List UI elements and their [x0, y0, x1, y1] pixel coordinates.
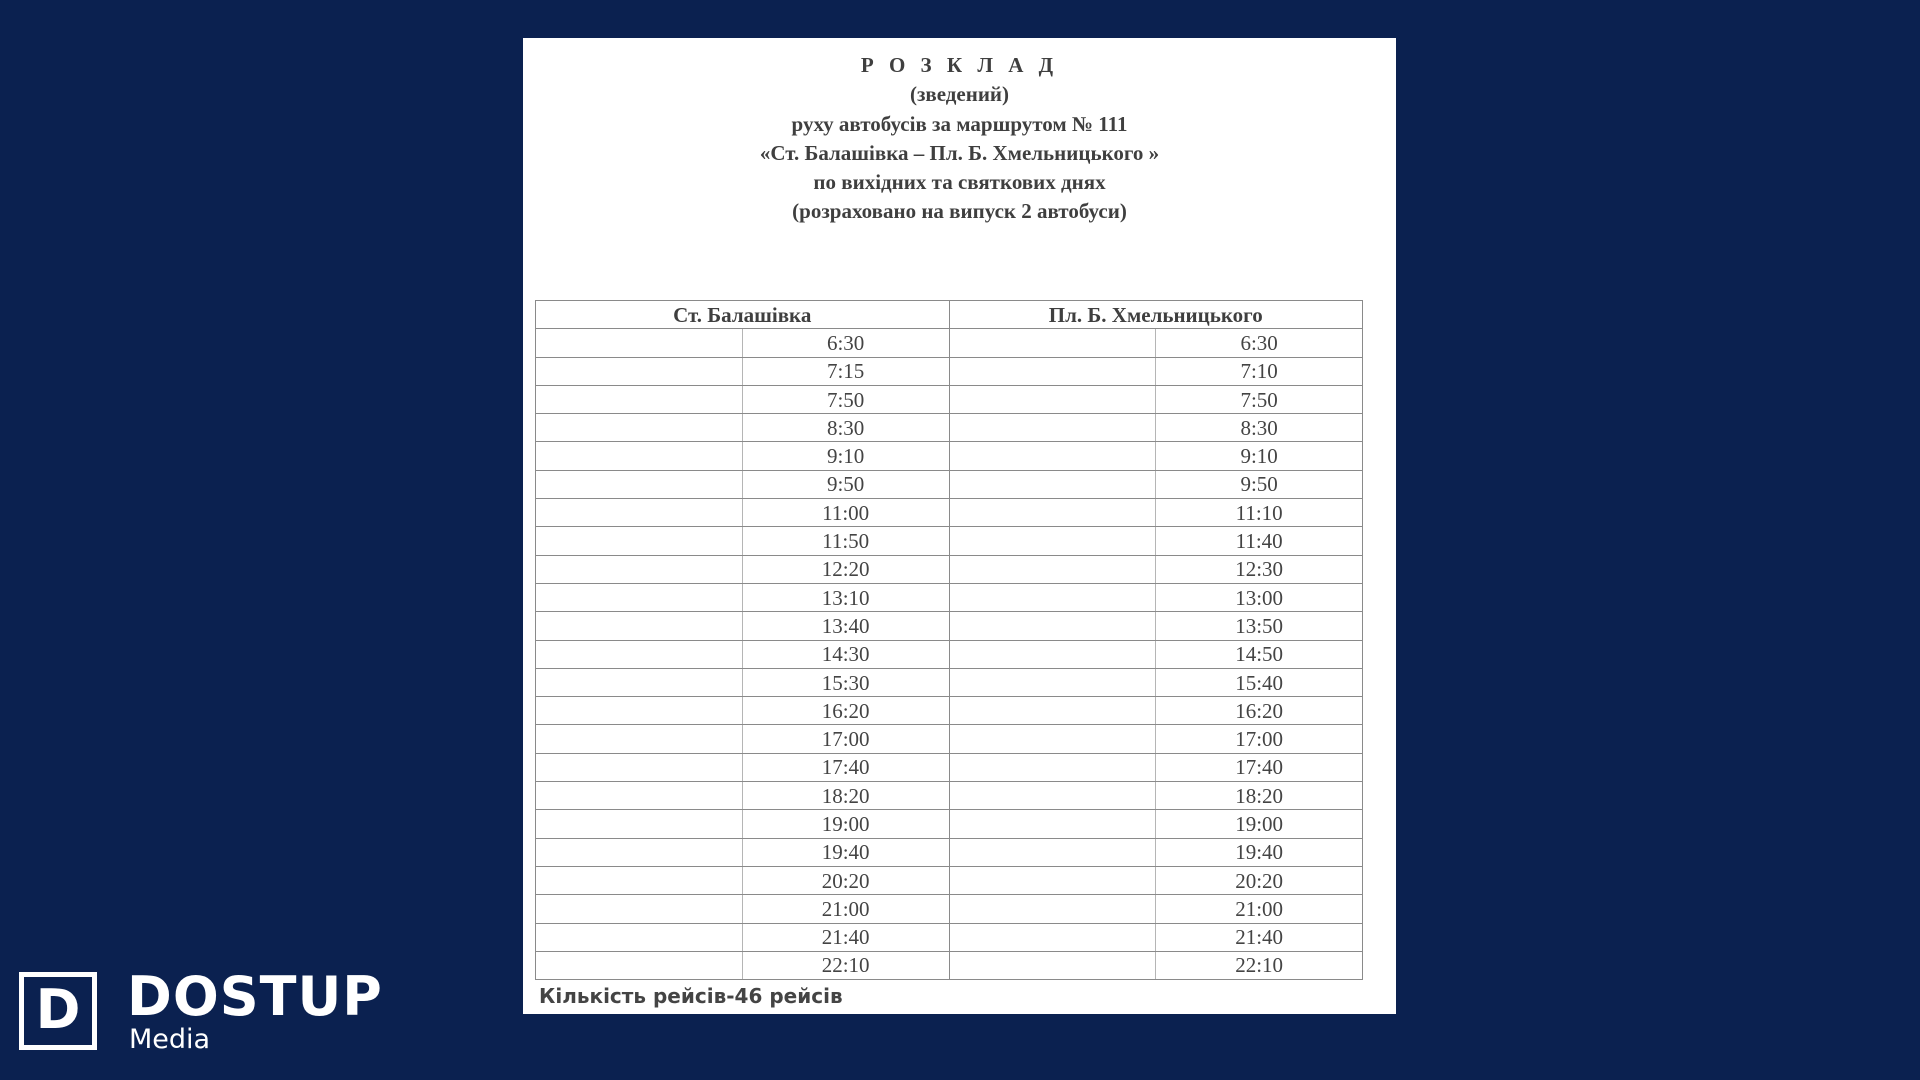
- table-row: [536, 555, 1363, 583]
- departure-time-khmelnytskoho: 8:30: [1156, 414, 1363, 442]
- empty-cell: [949, 951, 1156, 979]
- departure-time-khmelnytskoho: 11:10: [1156, 499, 1363, 527]
- departure-time-balashivka: 17:00: [742, 725, 949, 753]
- schedule-table: [535, 300, 1363, 980]
- empty-cell: [536, 527, 743, 555]
- table-row: [536, 810, 1363, 838]
- departure-time-khmelnytskoho: 9:10: [1156, 442, 1363, 470]
- departure-time-balashivka: 18:20: [742, 782, 949, 810]
- empty-cell: [949, 612, 1156, 640]
- empty-cell: [949, 923, 1156, 951]
- departure-time-balashivka: 19:00: [742, 810, 949, 838]
- departure-time-khmelnytskoho: 6:30: [1156, 329, 1363, 357]
- logo-letter-box: D: [19, 972, 97, 1050]
- departure-time-khmelnytskoho: 12:30: [1156, 555, 1363, 583]
- departure-time-balashivka: 16:20: [742, 697, 949, 725]
- departure-time-khmelnytskoho: 15:40: [1156, 668, 1363, 696]
- empty-cell: [536, 866, 743, 894]
- departure-time-balashivka: 7:50: [742, 385, 949, 413]
- departure-time-balashivka: 14:30: [742, 640, 949, 668]
- heading-line-3: руху автобусів за маршрутом № 111: [791, 111, 1128, 136]
- heading-line-5: по вихідних та святкових днях: [813, 170, 1106, 195]
- departure-time-khmelnytskoho: 19:40: [1156, 838, 1363, 866]
- table-row: [536, 951, 1363, 979]
- empty-cell: [949, 470, 1156, 498]
- column-header-balashivka: Ст. Балашівка: [536, 301, 950, 329]
- column-header-khmelnytskoho: Пл. Б. Хмельницького: [949, 301, 1363, 329]
- empty-cell: [949, 527, 1156, 555]
- table-row: [536, 385, 1363, 413]
- departure-time-balashivka: 12:20: [742, 555, 949, 583]
- empty-cell: [536, 414, 743, 442]
- logo-subtitle: Media: [129, 1024, 211, 1055]
- empty-cell: [536, 725, 743, 753]
- empty-cell: [949, 668, 1156, 696]
- empty-cell: [536, 951, 743, 979]
- departure-time-khmelnytskoho: 18:20: [1156, 782, 1363, 810]
- departure-time-khmelnytskoho: 16:20: [1156, 697, 1363, 725]
- departure-time-khmelnytskoho: 17:40: [1156, 753, 1363, 781]
- empty-cell: [536, 782, 743, 810]
- empty-cell: [536, 697, 743, 725]
- empty-cell: [536, 612, 743, 640]
- empty-cell: [536, 583, 743, 611]
- empty-cell: [949, 895, 1156, 923]
- table-row: [536, 640, 1363, 668]
- table-row: [536, 329, 1363, 357]
- departure-time-khmelnytskoho: 21:00: [1156, 895, 1363, 923]
- departure-time-balashivka: 17:40: [742, 753, 949, 781]
- empty-cell: [949, 357, 1156, 385]
- departure-time-balashivka: 9:50: [742, 470, 949, 498]
- empty-cell: [536, 470, 743, 498]
- heading-title: Р О З К Л А Д: [860, 53, 1059, 77]
- empty-cell: [949, 385, 1156, 413]
- empty-cell: [949, 414, 1156, 442]
- departure-time-balashivka: 20:20: [742, 866, 949, 894]
- table-row: [536, 499, 1363, 527]
- empty-cell: [536, 357, 743, 385]
- table-header-row: [536, 301, 1363, 329]
- table-row: [536, 923, 1363, 951]
- empty-cell: [949, 442, 1156, 470]
- table-row: [536, 838, 1363, 866]
- departure-time-balashivka: 11:00: [742, 499, 949, 527]
- table-row: [536, 725, 1363, 753]
- empty-cell: [536, 385, 743, 413]
- table-row: [536, 668, 1363, 696]
- empty-cell: [536, 838, 743, 866]
- empty-cell: [536, 810, 743, 838]
- empty-cell: [949, 838, 1156, 866]
- departure-time-khmelnytskoho: 17:00: [1156, 725, 1363, 753]
- departure-time-khmelnytskoho: 7:10: [1156, 357, 1363, 385]
- table-row: [536, 442, 1363, 470]
- empty-cell: [536, 442, 743, 470]
- departure-time-balashivka: 13:10: [742, 583, 949, 611]
- departure-time-khmelnytskoho: 7:50: [1156, 385, 1363, 413]
- empty-cell: [949, 866, 1156, 894]
- schedule-body: [536, 329, 1363, 980]
- empty-cell: [536, 895, 743, 923]
- empty-cell: [949, 329, 1156, 357]
- table-row: [536, 583, 1363, 611]
- table-row: [536, 895, 1363, 923]
- empty-cell: [536, 753, 743, 781]
- departure-time-balashivka: 22:10: [742, 951, 949, 979]
- empty-cell: [949, 499, 1156, 527]
- departure-time-balashivka: 7:15: [742, 357, 949, 385]
- empty-cell: [536, 640, 743, 668]
- table-row: [536, 866, 1363, 894]
- table-row: [536, 470, 1363, 498]
- empty-cell: [949, 753, 1156, 781]
- departure-time-khmelnytskoho: 19:00: [1156, 810, 1363, 838]
- departure-time-khmelnytskoho: 21:40: [1156, 923, 1363, 951]
- table-row: [536, 357, 1363, 385]
- departure-time-balashivka: 21:00: [742, 895, 949, 923]
- empty-cell: [536, 668, 743, 696]
- trip-count-note: Кількість рейсів-46 рейсів: [539, 984, 843, 1008]
- departure-time-balashivka: 6:30: [742, 329, 949, 357]
- departure-time-khmelnytskoho: 13:00: [1156, 583, 1363, 611]
- empty-cell: [536, 555, 743, 583]
- departure-time-khmelnytskoho: 13:50: [1156, 612, 1363, 640]
- empty-cell: [949, 782, 1156, 810]
- departure-time-balashivka: 21:40: [742, 923, 949, 951]
- table-row: [536, 612, 1363, 640]
- departure-time-khmelnytskoho: 20:20: [1156, 866, 1363, 894]
- empty-cell: [536, 923, 743, 951]
- logo-name: DOSTUP: [127, 965, 383, 1028]
- departure-time-balashivka: 11:50: [742, 527, 949, 555]
- departure-time-khmelnytskoho: 11:40: [1156, 527, 1363, 555]
- schedule-document: [523, 38, 1396, 1014]
- schedule-heading: [523, 51, 1396, 227]
- table-row: [536, 527, 1363, 555]
- empty-cell: [949, 725, 1156, 753]
- heading-line-2: (зведений): [909, 82, 1010, 107]
- table-row: [536, 782, 1363, 810]
- departure-time-khmelnytskoho: 14:50: [1156, 640, 1363, 668]
- empty-cell: [949, 810, 1156, 838]
- departure-time-balashivka: 13:40: [742, 612, 949, 640]
- empty-cell: [536, 329, 743, 357]
- empty-cell: [949, 555, 1156, 583]
- departure-time-balashivka: 8:30: [742, 414, 949, 442]
- empty-cell: [536, 499, 743, 527]
- departure-time-khmelnytskoho: 9:50: [1156, 470, 1363, 498]
- departure-time-balashivka: 15:30: [742, 668, 949, 696]
- heading-line-4: «Ст. Балашівка – Пл. Б. Хмельницького »: [759, 140, 1160, 165]
- table-row: [536, 753, 1363, 781]
- table-row: [536, 697, 1363, 725]
- departure-time-balashivka: 9:10: [742, 442, 949, 470]
- heading-line-6: (розраховано на випуск 2 автобуси): [792, 199, 1127, 224]
- departure-time-balashivka: 19:40: [742, 838, 949, 866]
- departure-time-khmelnytskoho: 22:10: [1156, 951, 1363, 979]
- empty-cell: [949, 640, 1156, 668]
- table-row: [536, 414, 1363, 442]
- empty-cell: [949, 697, 1156, 725]
- empty-cell: [949, 583, 1156, 611]
